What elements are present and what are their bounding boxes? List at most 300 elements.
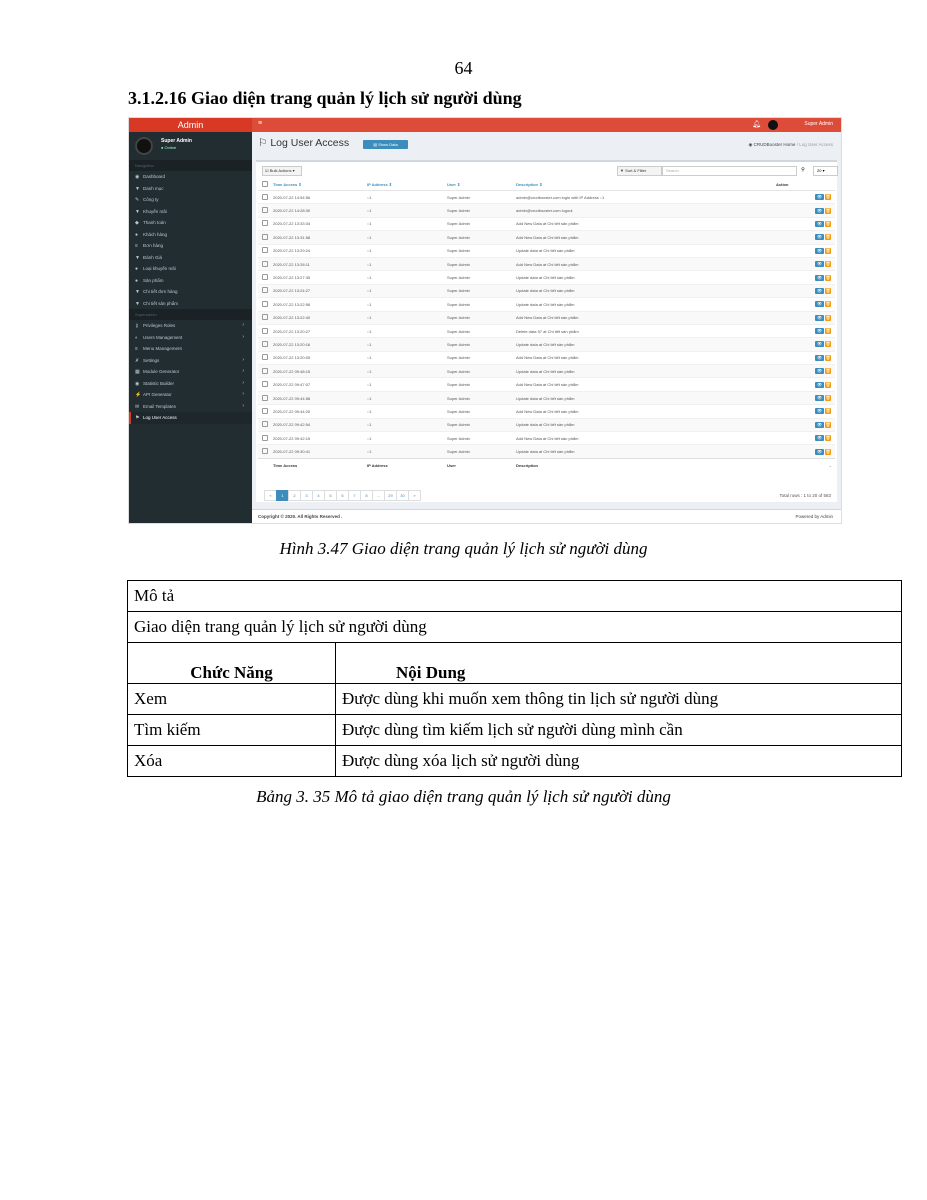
circle-icon: ● — [135, 266, 139, 272]
view-button[interactable]: 👁︎ — [816, 274, 823, 280]
cell-time: 2020-07-22 09:42:54 — [272, 418, 366, 431]
key-icon: ⚷ — [135, 323, 139, 329]
cell-time: 2020-07-22 13:20:27 — [272, 324, 366, 337]
cell-time: 2020-07-22 14:54:56 — [272, 191, 366, 204]
page-link[interactable]: « — [264, 490, 277, 501]
bars-icon: ≡ — [135, 346, 138, 352]
view-button[interactable]: 👁︎ — [816, 395, 823, 401]
table-row — [258, 324, 835, 337]
delete-button[interactable]: 🗑︎ — [825, 435, 831, 441]
sidebar-item-log-user-access[interactable] — [129, 412, 252, 424]
cell-user: Super Admin — [446, 405, 515, 418]
cell-time: 2020-07-22 13:20:05 — [272, 351, 366, 364]
sidebar-item-settings[interactable] — [129, 355, 252, 367]
desc-function: Tìm kiếm — [128, 715, 336, 746]
cell-ip: ::1 — [366, 271, 446, 284]
desc-title-row — [128, 581, 902, 612]
sidebar-item-label: Khuyến mãi — [143, 208, 167, 214]
sidebar-item-label: Dashboard — [143, 174, 166, 179]
cell-time: 2020-07-22 13:22:56 — [272, 298, 366, 311]
page-link[interactable]: 6 — [336, 490, 349, 501]
sidebar-item-statistic-builder[interactable] — [129, 378, 252, 390]
row-checkbox[interactable] — [258, 391, 272, 404]
delete-button[interactable]: 🗑︎ — [825, 194, 831, 200]
desc-row — [128, 715, 902, 746]
view-button[interactable]: 👁︎ — [816, 328, 823, 334]
page-title — [258, 137, 349, 149]
sidebar-item-label: Chi tiết đơn hàng — [143, 289, 178, 294]
delete-button[interactable]: 🗑︎ — [825, 274, 831, 280]
row-checkbox[interactable] — [258, 445, 272, 458]
breadcrumb-home[interactable]: CRUDBooster Home — [753, 142, 796, 147]
table-row — [258, 378, 835, 391]
plug-icon: ⚡ — [135, 392, 142, 398]
desc-title: Mô tả — [128, 581, 902, 612]
data-box — [256, 160, 837, 502]
cell-ip: ::1 — [366, 445, 446, 458]
cell-description: Update data at Chi tiết sản phẩm — [515, 284, 775, 297]
desc-row — [128, 684, 902, 715]
sidebar-item-label: Thanh toán — [143, 220, 166, 225]
table-icon: ▤ — [373, 142, 378, 147]
cell-time: 2020-07-22 13:27:35 — [272, 271, 366, 284]
view-button[interactable]: 👁︎ — [816, 247, 823, 253]
row-checkbox[interactable] — [258, 298, 272, 311]
sidebar-item-label: Email Templates — [143, 403, 176, 409]
delete-button[interactable]: 🗑︎ — [825, 381, 831, 387]
sidebar-item-khuy-n-m-i[interactable] — [129, 206, 252, 218]
cell-ip: ::1 — [366, 324, 446, 337]
desc-content: Được dùng tìm kiếm lịch sử người dùng mình cần — [336, 715, 902, 746]
sidebar-item-label: Đánh Giá — [143, 254, 163, 260]
cell-time: 2020-07-22 09:48:15 — [272, 365, 366, 378]
column-header-description[interactable]: Description ⇕ — [515, 178, 775, 191]
filter-icon: ▼ — [135, 208, 140, 215]
view-button[interactable]: 👁︎ — [816, 448, 823, 454]
cell-ip: ::1 — [366, 257, 446, 270]
view-button[interactable]: 👁︎ — [816, 207, 823, 213]
row-checkbox[interactable] — [258, 418, 272, 431]
page-link[interactable]: 8 — [360, 490, 373, 501]
cell-description: Update data at Chi tiết sản phẩm — [515, 365, 775, 378]
sidebar-user-name: Super Admin — [161, 138, 192, 144]
breadcrumb-separator: / — [796, 142, 798, 147]
cell-description: Add New Data at Chi tiết sản phẩm — [515, 217, 775, 230]
sidebar-item-chi-ti-t-n-h-ng[interactable] — [129, 286, 252, 298]
row-checkbox[interactable] — [258, 284, 272, 297]
cell-actions — [775, 324, 835, 337]
row-checkbox[interactable] — [258, 231, 272, 244]
sidebar-item-label: Loại khuyến mãi — [143, 266, 176, 271]
sidebar-item-dashboard[interactable] — [129, 171, 252, 183]
cell-description: Update data at Chi tiết sản phẩm — [515, 298, 775, 311]
desc-content: Được dùng xóa lịch sử người dùng — [336, 746, 902, 777]
cell-description: Update data at Chi tiết sản phẩm — [515, 391, 775, 404]
table-row — [258, 191, 835, 204]
column-header-ip[interactable]: IP Address ⇕ — [366, 178, 446, 191]
sidebar-item-danh-m-c[interactable] — [129, 183, 252, 195]
sidebar-item-lo-i-khuy-n-m-i[interactable] — [129, 263, 252, 275]
table-row — [258, 418, 835, 431]
sidebar-item-module-generator[interactable] — [129, 366, 252, 378]
sidebar-item-thanh-to-n[interactable] — [129, 217, 252, 229]
cell-user: Super Admin — [446, 378, 515, 391]
cell-actions — [775, 298, 835, 311]
sidebar-item-label: Chi tiết sản phẩm — [143, 300, 179, 306]
page-link[interactable]: 7 — [348, 490, 361, 501]
table-row — [258, 231, 835, 244]
row-checkbox[interactable] — [258, 338, 272, 351]
page-link[interactable]: 4 — [312, 490, 325, 501]
delete-button[interactable]: 🗑︎ — [825, 395, 831, 401]
view-button[interactable]: 👁︎ — [816, 220, 823, 226]
view-button[interactable]: 👁︎ — [816, 354, 823, 360]
sidebar-item-menu-management[interactable] — [129, 343, 252, 355]
cell-actions — [775, 271, 835, 284]
row-checkbox[interactable] — [258, 191, 272, 204]
cell-actions — [775, 432, 835, 445]
sort-filter-button[interactable] — [617, 166, 662, 176]
cell-actions — [775, 257, 835, 270]
sidebar-item--n-h-ng[interactable] — [129, 240, 252, 252]
view-button[interactable]: 👁︎ — [816, 435, 823, 441]
chevron-right-icon: › — [242, 379, 244, 386]
delete-button[interactable]: 🗑︎ — [825, 314, 831, 320]
cell-ip: ::1 — [366, 217, 446, 230]
cell-actions — [775, 391, 835, 404]
sidebar-superadmin-nav — [129, 320, 252, 424]
cell-user: Super Admin — [446, 391, 515, 404]
row-checkbox[interactable] — [258, 405, 272, 418]
sidebar-user-panel — [129, 132, 252, 160]
chevron-right-icon: › — [242, 322, 244, 328]
page-title-text: Log User Access — [270, 137, 350, 149]
flag-icon: ⚑ — [135, 415, 140, 421]
page-link[interactable]: » — [408, 490, 421, 501]
pagination — [265, 490, 421, 500]
row-checkbox[interactable] — [258, 257, 272, 270]
cell-description: Add New Data at Chi tiết sản phẩm — [515, 257, 775, 270]
filter-icon: ▼ — [135, 300, 140, 307]
cell-description: Update data at Chi tiết sản phẩm — [515, 445, 775, 458]
sidebar-item-label: Sản phẩm — [143, 277, 164, 283]
sidebar-item-label: Privileges Roles — [143, 323, 176, 328]
view-button[interactable]: 👁︎ — [816, 194, 823, 200]
user-menu-label[interactable]: Super Admin — [804, 121, 833, 127]
search-icon[interactable]: ⚲ — [801, 167, 805, 173]
table-row — [258, 338, 835, 351]
delete-button[interactable]: 🗑︎ — [825, 301, 831, 307]
row-checkbox[interactable] — [258, 432, 272, 445]
bulk-actions-dropdown[interactable]: ☑ Bulk Actions ▾ — [262, 166, 302, 176]
page-number: 64 — [454, 58, 473, 78]
delete-button[interactable]: 🗑︎ — [825, 408, 831, 414]
breadcrumb — [748, 142, 833, 148]
view-button[interactable]: 👁︎ — [816, 408, 823, 414]
pencil-icon: ✎ — [135, 197, 140, 203]
sidebar-header-navigation: Navigation — [129, 160, 252, 171]
cell-user: Super Admin — [446, 244, 515, 257]
table-header-row — [258, 178, 835, 191]
table-row — [258, 257, 835, 270]
delete-button[interactable]: 🗑︎ — [825, 448, 831, 454]
delete-button[interactable]: 🗑︎ — [825, 368, 831, 374]
cell-description: Add New Data at Chi tiết sản phẩm — [515, 432, 775, 445]
table-row — [258, 217, 835, 230]
desc-row — [128, 746, 902, 777]
sidebar-header-superadmin: Superadmin — [129, 309, 252, 320]
select-all-checkbox[interactable] — [258, 178, 272, 191]
view-button[interactable]: 👁︎ — [816, 341, 823, 347]
row-checkbox[interactable] — [258, 324, 272, 337]
filter-icon: ▼ — [135, 289, 140, 295]
sidebar-item-privileges-roles[interactable] — [129, 320, 252, 332]
page-link[interactable]: 2 — [288, 490, 301, 501]
cell-actions — [775, 351, 835, 364]
description-table — [127, 580, 902, 777]
table-row — [258, 204, 835, 217]
footer-user: User — [446, 458, 515, 471]
cell-user: Super Admin — [446, 298, 515, 311]
view-button[interactable]: 👁︎ — [816, 421, 823, 427]
sidebar-item-kh-ch-h-ng[interactable] — [129, 229, 252, 241]
per-page-select[interactable]: 20 ▾ — [813, 166, 838, 176]
delete-button[interactable]: 🗑︎ — [825, 341, 831, 347]
content-area — [252, 132, 841, 523]
sidebar-user-status: ● Online — [161, 145, 177, 150]
delete-button[interactable]: 🗑︎ — [825, 220, 831, 226]
delete-button[interactable]: 🗑︎ — [825, 207, 831, 213]
chevron-right-icon: › — [242, 333, 244, 340]
sidebar — [129, 118, 252, 523]
page-link[interactable]: 30 — [396, 490, 409, 501]
total-rows: Total rows : 1 to 20 of 583 — [779, 493, 831, 498]
footer-ip: IP Address — [366, 458, 446, 471]
delete-button[interactable]: 🗑︎ — [825, 421, 831, 427]
view-button[interactable]: 👁︎ — [816, 234, 823, 240]
row-checkbox[interactable] — [258, 365, 272, 378]
delete-button[interactable]: 🗑︎ — [825, 287, 831, 293]
sort-filter-label: Sort & Filter — [625, 168, 647, 173]
table-row — [258, 298, 835, 311]
flag-icon: ⚐ — [258, 137, 268, 149]
cell-user: Super Admin — [446, 338, 515, 351]
view-button[interactable]: 👁︎ — [816, 314, 823, 320]
sidebar-item-users-management[interactable] — [129, 332, 252, 344]
copyright-text: Copyright © 2020. All Rights Reserved . — [258, 514, 343, 519]
cell-time: 2020-07-22 09:44:20 — [272, 405, 366, 418]
cell-actions — [775, 418, 835, 431]
envelope-icon: ✉ — [135, 403, 140, 410]
wrench-icon: ✗ — [135, 357, 140, 364]
cell-user: Super Admin — [446, 311, 515, 324]
chevron-right-icon: › — [242, 368, 244, 374]
sidebar-item-s-n-ph-m[interactable] — [129, 275, 252, 287]
row-checkbox[interactable] — [258, 244, 272, 257]
page-link[interactable]: 1 — [276, 490, 289, 501]
delete-button[interactable]: 🗑︎ — [825, 354, 831, 360]
menu-toggle-icon[interactable]: ≡ — [258, 120, 263, 127]
page-link[interactable]: 3 — [300, 490, 313, 501]
cell-ip: ::1 — [366, 418, 446, 431]
footer-time: Time Access — [272, 458, 366, 471]
cell-ip: ::1 — [366, 284, 446, 297]
cell-user: Super Admin — [446, 445, 515, 458]
page-link[interactable]: 5 — [324, 490, 337, 501]
cell-time: 2020-07-22 13:24:27 — [272, 284, 366, 297]
sidebar-item-label: Log User Access — [143, 415, 177, 420]
cell-ip: ::1 — [366, 405, 446, 418]
figure-caption: Hình 3.47 Giao diện trang quản lý lịch sử người dùng — [279, 539, 648, 558]
cell-description: Update data at Chi tiết sản phẩm — [515, 244, 775, 257]
sidebar-item-label: Settings — [143, 357, 160, 363]
cell-ip: ::1 — [366, 244, 446, 257]
sidebar-item-chi-ti-t-s-n-ph-m[interactable] — [129, 298, 252, 310]
cell-user: Super Admin — [446, 257, 515, 270]
desc-subtitle: Giao diện trang quản lý lịch sử người dùng — [128, 612, 902, 643]
cell-ip: ::1 — [366, 391, 446, 404]
column-header-time[interactable]: Time Access ⇕ — [272, 178, 366, 191]
table-row — [258, 351, 835, 364]
cell-description: Add New Data at Chi tiết sản phẩm — [515, 378, 775, 391]
cell-time: 2020-07-22 09:42:15 — [272, 432, 366, 445]
sidebar-item-api-generator[interactable] — [129, 389, 252, 401]
cell-description: Add New Data at Chi tiết sản phẩm — [515, 351, 775, 364]
cell-actions — [775, 311, 835, 324]
cell-actions — [775, 204, 835, 217]
view-button[interactable]: 👁︎ — [816, 368, 823, 374]
page-footer — [252, 509, 841, 523]
footer-empty — [258, 458, 272, 471]
table-body — [258, 191, 835, 459]
sidebar-nav — [129, 171, 252, 309]
sidebar-item-email-templates[interactable] — [129, 401, 252, 413]
cell-user: Super Admin — [446, 204, 515, 217]
sidebar-item--nh-gi-[interactable] — [129, 252, 252, 264]
table-row — [258, 432, 835, 445]
sidebar-item-label: Danh mục — [143, 185, 164, 191]
user-icon: ● — [135, 231, 139, 238]
cell-actions — [775, 338, 835, 351]
delete-button[interactable]: 🗑︎ — [825, 328, 831, 334]
sidebar-item-label: Statistic Builder — [143, 380, 175, 386]
delete-button[interactable]: 🗑︎ — [825, 234, 831, 240]
row-checkbox[interactable] — [258, 351, 272, 364]
cell-actions — [775, 445, 835, 458]
users-icon: ◐ — [135, 334, 139, 341]
sidebar-item-label: API Generator — [143, 392, 172, 397]
cell-ip: ::1 — [366, 191, 446, 204]
desc-function: Xem — [128, 684, 336, 715]
cell-ip: ::1 — [366, 298, 446, 311]
sidebar-logo[interactable]: Admin — [129, 118, 252, 132]
desc-col-function: Chức Năng — [128, 643, 336, 684]
cell-time: 2020-07-22 13:31:58 — [272, 231, 366, 244]
cell-time: 2020-07-22 13:29:24 — [272, 244, 366, 257]
cell-user: Super Admin — [446, 365, 515, 378]
table-row — [258, 391, 835, 404]
table-row — [258, 365, 835, 378]
dashboard-icon: ◉ — [135, 174, 140, 180]
sidebar-item-c-ng-ty[interactable] — [129, 194, 252, 206]
page-link: ... — [372, 490, 385, 501]
row-checkbox[interactable] — [258, 204, 272, 217]
cell-time: 2020-07-22 09:47:07 — [272, 378, 366, 391]
cell-ip: ::1 — [366, 204, 446, 217]
cell-description: Add New Data at Chi tiết sản phẩm — [515, 311, 775, 324]
cell-actions — [775, 378, 835, 391]
user-avatar[interactable] — [768, 120, 778, 130]
sidebar-item-label: Đơn hàng — [143, 243, 163, 248]
desc-subtitle-row — [128, 612, 902, 643]
column-header-user[interactable]: User ⇕ — [446, 178, 515, 191]
cell-user: Super Admin — [446, 284, 515, 297]
delete-button[interactable]: 🗑︎ — [825, 261, 831, 267]
cell-ip: ::1 — [366, 365, 446, 378]
cell-description: Update data at Chi tiết sản phẩm — [515, 271, 775, 284]
cell-time: 2020-07-22 13:22:40 — [272, 311, 366, 324]
sidebar-item-label: Khách hàng — [143, 231, 168, 237]
cell-description: Update data at Chi tiết sản phẩm — [515, 338, 775, 351]
row-checkbox[interactable] — [258, 378, 272, 391]
dashboard-icon: ◉ — [748, 142, 753, 147]
sidebar-item-label: Module Generator — [143, 369, 180, 374]
sidebar-item-label: Users Management — [143, 334, 183, 340]
avatar — [135, 137, 153, 155]
list-icon: ≡ — [135, 243, 138, 249]
table-row — [258, 445, 835, 458]
cell-ip: ::1 — [366, 311, 446, 324]
tag-icon: ◆ — [135, 220, 139, 226]
column-header-action: Action — [775, 178, 835, 191]
cell-ip: ::1 — [366, 231, 446, 244]
chevron-right-icon: › — [242, 391, 244, 397]
desc-header-row — [128, 643, 902, 684]
cell-actions — [775, 231, 835, 244]
cell-ip: ::1 — [366, 432, 446, 445]
cell-time: 2020-07-22 13:28:11 — [272, 257, 366, 270]
cell-time: 2020-07-22 13:33:34 — [272, 217, 366, 230]
row-checkbox[interactable] — [258, 217, 272, 230]
row-checkbox[interactable] — [258, 271, 272, 284]
cell-time: 2020-07-22 09:44:58 — [272, 391, 366, 404]
top-navbar — [252, 118, 841, 132]
row-checkbox[interactable] — [258, 311, 272, 324]
chevron-right-icon: › — [242, 402, 244, 409]
table-caption: Bảng 3. 35 Mô tả giao diện trang quản lý lịch sử người dùng — [256, 787, 671, 806]
view-button[interactable]: 👁︎ — [816, 301, 823, 307]
cell-user: Super Admin — [446, 324, 515, 337]
delete-button[interactable]: 🗑︎ — [825, 247, 831, 253]
footer-description: Description — [515, 458, 775, 471]
cell-user: Super Admin — [446, 231, 515, 244]
view-button[interactable]: 👁︎ — [816, 381, 823, 387]
cell-actions — [775, 191, 835, 204]
circle-icon: ● — [135, 277, 139, 284]
page-link[interactable]: 29 — [384, 490, 397, 501]
search-input[interactable]: Search — [662, 166, 797, 176]
view-button[interactable]: 👁︎ — [816, 287, 823, 293]
filter-icon: ▼ — [135, 254, 140, 261]
per-page-value: 20 — [817, 168, 822, 173]
bell-icon[interactable]: 🔔︎ — [752, 121, 761, 128]
table-row — [258, 244, 835, 257]
footer-action: - — [775, 458, 835, 471]
cell-description: admin@crudbooster.com logout — [515, 204, 775, 217]
filter-icon: ▼ — [620, 168, 624, 173]
view-button[interactable]: 👁︎ — [816, 261, 823, 267]
show-data-button[interactable] — [363, 140, 408, 149]
